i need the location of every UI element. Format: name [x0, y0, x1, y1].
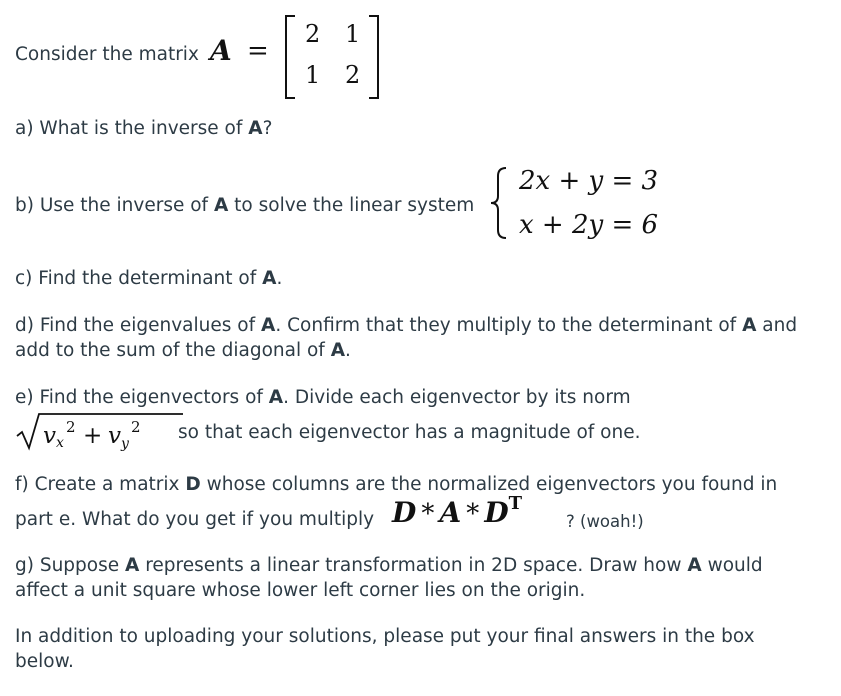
- matrix-cell: 1: [345, 20, 361, 48]
- question-g-text: represents a linear transformation in 2D space. Draw how: [139, 555, 688, 576]
- question-f-text: part e. What do you get if you multiply: [15, 509, 375, 530]
- question-e-text: so that each eigenvector has a magnitude of one.: [178, 422, 641, 443]
- svg-text:v: v: [108, 423, 121, 449]
- bold-A: A: [248, 118, 263, 139]
- question-a-text: a) What is the inverse of: [15, 118, 249, 139]
- question-g-text: would: [701, 555, 763, 576]
- system-brace: [488, 166, 512, 240]
- intro-line: [15, 42, 199, 67]
- question-c: [15, 266, 282, 291]
- svg-text:x: x: [56, 435, 64, 451]
- question-a-suffix: ?: [262, 118, 273, 139]
- intro-text: Consider the matrix: [15, 44, 199, 65]
- question-e-text: e) Find the eigenvectors of: [15, 387, 269, 408]
- bold-A: A: [687, 555, 702, 576]
- question-e-text: . Divide each eigenvector by its norm: [283, 387, 631, 408]
- question-f-text: f) Create a matrix: [15, 474, 186, 495]
- closing-line2: [15, 649, 74, 674]
- bold-A: A: [261, 315, 276, 336]
- equals-sign: =: [247, 36, 269, 66]
- question-f-suffix: [566, 509, 644, 534]
- matrix-cell: 2: [305, 20, 321, 48]
- matrix-cell: 2: [345, 61, 361, 89]
- bold-D: D: [185, 474, 201, 495]
- matrix-cell: 1: [305, 61, 321, 89]
- question-f-text: whose columns are the normalized eigenvectors you found in: [200, 474, 778, 495]
- bold-A: A: [268, 387, 284, 408]
- bold-A: A: [213, 195, 229, 216]
- norm-formula: [15, 408, 185, 452]
- matrix-A: [285, 15, 379, 95]
- system-equation-2: x + 2y = 6: [519, 210, 659, 240]
- norm-formula-graphic: [15, 408, 185, 452]
- matrix-symbol: A: [210, 34, 232, 67]
- question-f-line2: [15, 507, 374, 532]
- closing-text: In addition to uploading your solutions, please put your final answers in the box: [15, 626, 755, 647]
- bold-A: A: [262, 268, 277, 289]
- question-e-line2: [178, 420, 640, 445]
- question-a: [15, 116, 272, 141]
- expr-star: *: [466, 499, 480, 529]
- question-c-suffix: .: [276, 268, 283, 289]
- question-d-text: and: [756, 315, 798, 336]
- expr-star: *: [421, 499, 435, 529]
- question-g-text: affect a unit square whose lower left corner lies on the origin.: [15, 580, 586, 601]
- bold-A: A: [330, 340, 346, 361]
- question-b-suffix: to solve the linear system: [228, 195, 475, 216]
- question-d-text: d) Find the eigenvalues of: [15, 315, 262, 336]
- question-g-line2: [15, 578, 585, 603]
- question-e-line1: [15, 385, 631, 410]
- system-equation-1: 2x + y = 3: [519, 166, 659, 196]
- question-b-text: b) Use the inverse of: [15, 195, 214, 216]
- question-d-text: . Confirm that they multiply to the determinant of: [275, 315, 743, 336]
- expr-D: D: [392, 496, 417, 529]
- question-f-text: ? (woah!): [566, 512, 644, 531]
- question-d-text: .: [345, 340, 351, 361]
- expr-A: A: [439, 496, 462, 529]
- svg-text:+: +: [83, 423, 103, 449]
- svg-text:2: 2: [66, 418, 76, 436]
- closing-line1: [15, 624, 755, 649]
- bold-A: A: [125, 555, 140, 576]
- question-d-text: add to the sum of the diagonal of: [15, 340, 331, 361]
- bold-A: A: [742, 315, 757, 336]
- question-f-line1: [15, 472, 777, 497]
- product-expression: [392, 493, 523, 529]
- svg-text:v: v: [43, 423, 56, 449]
- svg-text:2: 2: [131, 418, 141, 436]
- question-d-line2: [15, 338, 351, 363]
- question-b: [15, 193, 474, 218]
- svg-text:y: y: [121, 436, 129, 452]
- question-g-line1: [15, 553, 763, 578]
- expr-transpose: T: [508, 493, 523, 514]
- right-bracket: [369, 15, 379, 99]
- question-d-line1: [15, 313, 797, 338]
- question-g-text: g) Suppose: [15, 555, 126, 576]
- closing-text: below.: [15, 651, 74, 672]
- left-bracket: [285, 15, 295, 99]
- question-c-text: c) Find the determinant of: [15, 268, 263, 289]
- expr-D: D: [484, 496, 509, 529]
